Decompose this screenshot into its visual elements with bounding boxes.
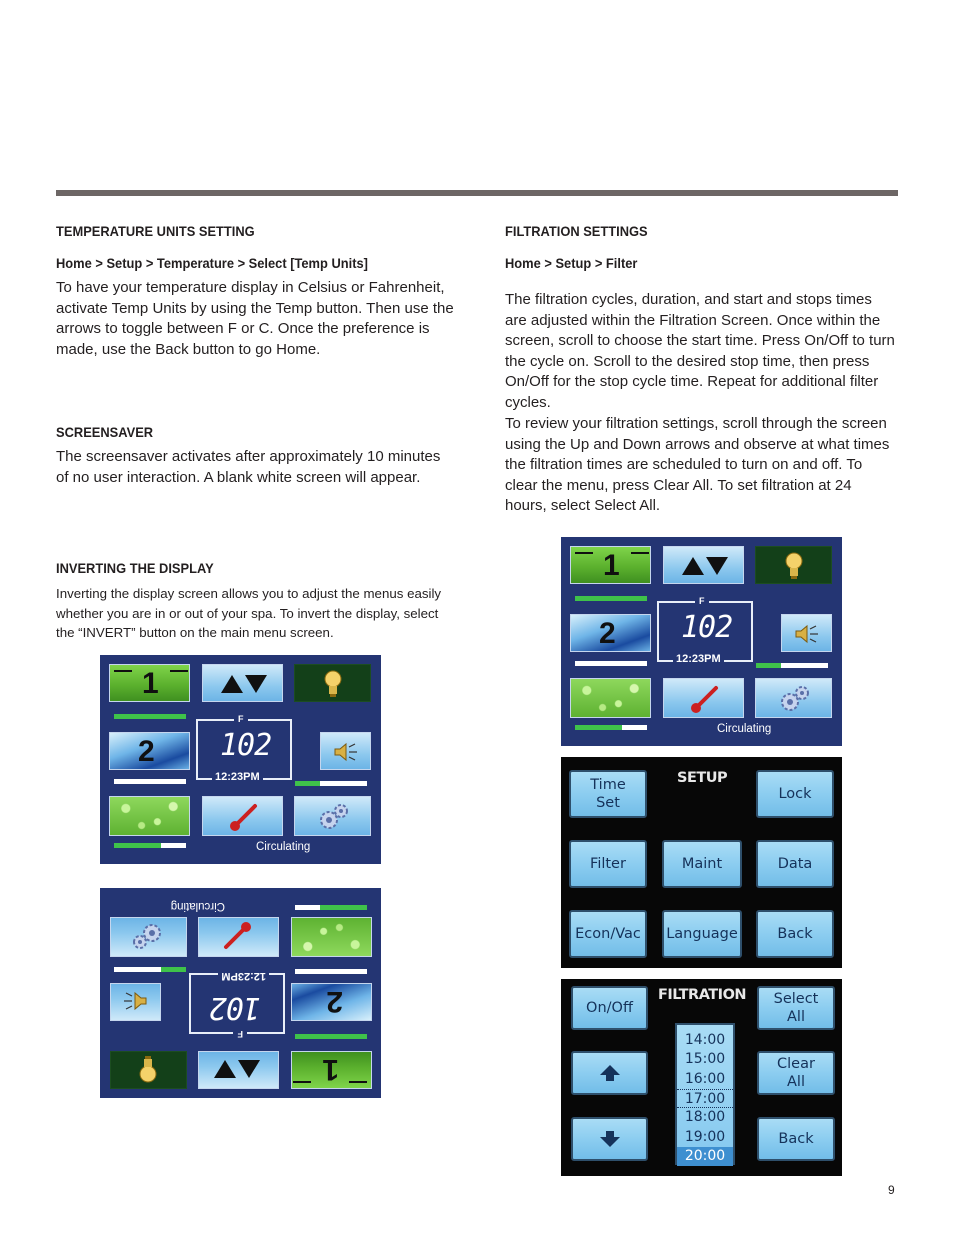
filtration-heading: FILTRATION SETTINGS — [505, 223, 648, 239]
page-number: 9 — [888, 1183, 895, 1197]
temperature-button[interactable] — [202, 796, 283, 836]
econ-vac-button[interactable]: Econ/Vac — [569, 910, 647, 958]
thermometer-icon — [686, 684, 722, 714]
pump-2-label: 2 — [138, 735, 155, 768]
up-down-arrows-icon — [212, 1058, 262, 1080]
pump-2-button[interactable] — [291, 983, 372, 1021]
thermometer-icon — [220, 921, 256, 951]
temp-unit-label: F — [234, 1029, 248, 1039]
speaker-icon — [794, 623, 820, 645]
screensaver-heading: SCREENSAVER — [56, 424, 154, 440]
audio-button[interactable] — [781, 614, 832, 652]
scroll-up-button[interactable] — [571, 1051, 648, 1095]
dash-mark — [349, 1081, 367, 1083]
settings-button[interactable] — [294, 796, 371, 836]
pump-1-level — [575, 596, 647, 601]
time-list-item[interactable]: 15:00 — [684, 1051, 726, 1068]
lock-button[interactable]: Lock — [756, 770, 834, 818]
bubbles-button[interactable] — [291, 917, 372, 957]
setup-title: SETUP — [677, 770, 728, 786]
on-off-button[interactable]: On/Off — [571, 986, 648, 1030]
bubbles-level — [114, 843, 186, 848]
select-all-button[interactable]: Select All — [757, 986, 835, 1030]
speaker-icon — [122, 990, 148, 1012]
pump-1-level — [114, 714, 186, 719]
time-set-button[interactable]: Time Set — [569, 770, 647, 818]
temperature-value: 102 — [681, 610, 733, 645]
back-button[interactable]: Back — [757, 1117, 835, 1161]
audio-button[interactable] — [110, 983, 161, 1021]
filtration-screen — [561, 979, 842, 1176]
up-down-arrows-icon — [219, 673, 269, 695]
setup-screen — [561, 757, 842, 968]
scroll-down-button[interactable] — [571, 1117, 648, 1161]
pump-1-label: 1 — [322, 1053, 339, 1086]
temp-units-heading: TEMPERATURE UNITS SETTING — [56, 223, 255, 239]
filtration-title: FILTRATION — [658, 987, 747, 1003]
light-bulb-icon — [784, 551, 804, 581]
time-list-item[interactable]: 14:00 — [684, 1032, 726, 1048]
pump-1-label: 1 — [142, 667, 159, 700]
filter-button[interactable]: Filter — [569, 840, 647, 888]
temp-unit-label: F — [695, 596, 709, 606]
status-text: Circulating — [170, 900, 225, 912]
light-button[interactable] — [294, 664, 371, 702]
temp-arrows-button[interactable] — [202, 664, 283, 702]
pump-1-level — [295, 1034, 367, 1039]
gears-icon — [130, 921, 164, 951]
filtration-body-1: The filtration cycles, duration, and start and stops times are adjusted within the Filtration Screen. Once within the screen, scroll to choose the start time. Press On/Off to turn the cycle on. Scroll to the desired stop time, then press On/Off for the stop cycle time. Repeat for additional filter cycles. — [505, 291, 895, 411]
up-down-arrows-icon — [680, 555, 730, 577]
status-text: Circulating — [256, 841, 311, 853]
audio-button[interactable] — [320, 732, 371, 770]
light-button[interactable] — [755, 546, 832, 584]
filtration-body-2: To review your filtration settings, scroll through the screen using the Up and Down arrows and observe at what times the filtration times are scheduled to turn on and off. To clear the menu, press Clear All. To set filtration at 24 hours, select Select All. — [505, 415, 890, 515]
pump-1-button[interactable] — [570, 546, 651, 584]
bubbles-level — [575, 725, 647, 730]
clock-time: 12:23PM — [212, 771, 263, 783]
inverting-body: Inverting the display screen allows you to adjust the menus easily whether you are in or out of your spa. To invert the display, select the “INVERT” button on the main menu screen. — [56, 586, 442, 640]
temp-units-body: To have your temperature display in Celsius or Fahrenheit, activate Temp Units by using the Temp button. Then use the arrows to toggle between F or C. Once the preference is made, use the Back button to go Home. — [56, 279, 454, 358]
bubbles-button[interactable] — [570, 678, 651, 718]
dash-mark — [170, 670, 188, 672]
time-list-item[interactable]: 19:00 — [684, 1128, 726, 1145]
maint-button[interactable]: Maint — [662, 840, 742, 888]
dash-mark — [293, 1081, 311, 1083]
dash-mark — [114, 670, 132, 672]
time-list-item[interactable]: 17:00 — [677, 1089, 733, 1108]
filtration-path: Home > Setup > Filter — [505, 255, 638, 271]
gears-icon — [317, 802, 351, 832]
temperature-value: 102 — [209, 990, 261, 1025]
audio-level — [295, 781, 367, 786]
temp-unit-label: F — [234, 714, 248, 724]
status-text: Circulating — [717, 723, 772, 735]
temperature-button[interactable] — [663, 678, 744, 718]
temp-arrows-button[interactable] — [198, 1051, 279, 1089]
screensaver-body: The screensaver activates after approximately 10 minutes of no user interaction. A blank white screen will appear. — [56, 448, 441, 486]
bubbles-button[interactable] — [109, 796, 190, 836]
dash-mark — [575, 552, 593, 554]
temperature-button[interactable] — [198, 917, 279, 957]
audio-level — [114, 967, 186, 972]
audio-level — [756, 663, 828, 668]
light-bulb-icon — [323, 669, 343, 699]
thermometer-icon — [225, 802, 261, 832]
clock-time: 12:23PM — [218, 970, 269, 982]
pump-2-level — [114, 779, 186, 784]
pump-2-button[interactable] — [570, 614, 651, 652]
language-button[interactable]: Language — [662, 910, 742, 958]
inverting-heading: INVERTING THE DISPLAY — [56, 560, 214, 576]
pump-2-button[interactable] — [109, 732, 190, 770]
data-button[interactable]: Data — [756, 840, 834, 888]
time-list-item[interactable]: 20:00 — [677, 1147, 733, 1166]
temp-units-path: Home > Setup > Temperature > Select [Temp Units] — [56, 255, 368, 271]
temp-arrows-button[interactable] — [663, 546, 744, 584]
light-button[interactable] — [110, 1051, 187, 1089]
temperature-value: 102 — [220, 728, 272, 763]
gears-icon — [778, 684, 812, 714]
pump-1-button[interactable] — [291, 1051, 372, 1089]
pump-2-level — [295, 969, 367, 974]
spa-main-screen-inverted — [100, 888, 381, 1098]
light-bulb-icon — [138, 1054, 158, 1084]
dash-mark — [631, 552, 649, 554]
pump-2-label: 2 — [326, 985, 343, 1018]
arrow-down-icon — [598, 1129, 622, 1149]
pump-1-button[interactable] — [109, 664, 190, 702]
time-list-item[interactable]: 18:00 — [684, 1109, 726, 1126]
back-button[interactable]: Back — [756, 910, 834, 958]
bubbles-level — [295, 905, 367, 910]
clock-time: 12:23PM — [673, 653, 724, 665]
pump-1-label: 1 — [603, 549, 620, 582]
settings-button[interactable] — [755, 678, 832, 718]
inverted-content — [100, 888, 381, 1098]
pump-2-label: 2 — [599, 617, 616, 650]
spa-main-screen-right — [561, 537, 842, 746]
clear-all-button[interactable]: Clear All — [757, 1051, 835, 1095]
arrow-up-icon — [598, 1063, 622, 1083]
speaker-icon — [333, 741, 359, 763]
settings-button[interactable] — [110, 917, 187, 957]
time-list-item[interactable]: 16:00 — [684, 1070, 726, 1087]
top-divider-rule — [56, 190, 898, 196]
spa-main-screen — [100, 655, 381, 864]
time-list[interactable] — [675, 1023, 735, 1165]
pump-2-level — [575, 661, 647, 666]
